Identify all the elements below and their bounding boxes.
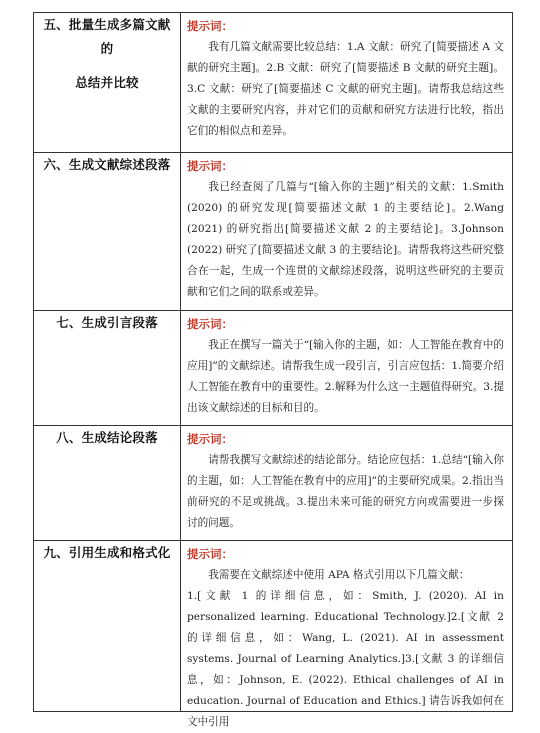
- row-content-cell: [181, 13, 513, 153]
- prompt-label: 提示词：: [187, 159, 233, 173]
- row-title-cell: [34, 541, 181, 712]
- row-title: 六、生成文献综述段落: [43, 157, 171, 172]
- prompt-text: 我已经查阅了几篇与“[输入你的主题]”相关的文献：1.Smith (2020) 的研究发现[简要描述文献 1 的主要结论]。2.Wang (2021) 的研究指出[简要描述文献 2 的主要结论]。3.Johnson (2022) 研究了[简要描述文献 3 的主要结论]。请帮我将这些研究整合在一起，生成一个连贯的文献综述段落，说明这些研究的主要贡献和它们之间的联系或差异。: [187, 181, 504, 298]
- row-title: 八、生成结论段落: [56, 430, 158, 445]
- prompt-text: 我需要在文献综述中使用 APA 格式引用以下几篇文献：: [208, 569, 470, 581]
- prompt-table: [33, 12, 513, 728]
- row-title-cell: [34, 311, 181, 426]
- prompt-text: 我正在撰写一篇关于“[输入你的主题，如：人工智能在教育中的应用]”的文献综述。请帮我生成一段引言，引言应包括：1.简要介绍人工智能在教育中的重要性。2.解释为什么这一主题值得研究。3.提出该文献综述的目标和目的。: [187, 339, 504, 414]
- row-title: 七、生成引言段落: [56, 315, 158, 330]
- prompt-text: 我有几篇文献需要比较总结：1.A 文献：研究了[简要描述 A 文献的研究主题]。2.B 文献：研究了[简要描述 B 文献的研究主题]。3.C 文献：研究了[简要描述 C 文献的研究主题]。请帮我总结这些文献的主要研究内容，并对它们的贡献和研究方法进行比较，指出它们的相似点和差异。: [187, 41, 504, 137]
- reference-list-text: 1.[文献 1 的详细信息，如：Smith, J. (2020). AI in personalized learning. Educational Technology.]2.[文献 2 的详细信息，如：Wang, L. (2021). AI in assessment systems. Journal of Learning Analytics.]3.[文献 3 的详细信息，如：Johnson, E. (2022). Ethical challenges of AI in education. Journal of Education and Ethics.] 请告诉我如何在文中引用: [187, 590, 504, 728]
- row-title: [34, 13, 180, 95]
- row-title-cell: [34, 153, 181, 311]
- prompt-label: 提示词：: [187, 432, 233, 446]
- row-content-cell: [181, 541, 513, 728]
- row-title-line: 五、批量生成多篇文献的: [43, 17, 171, 56]
- row-title: 九、引用生成和格式化: [43, 545, 171, 560]
- row-title-cell: [34, 13, 181, 153]
- row-title-line: 总结并比较: [75, 75, 139, 90]
- table-row: [34, 541, 513, 712]
- prompt-text: 请帮我撰写文献综述的结论部分。结论应包括：1.总结“[输入你的主题，如：人工智能在教育中的应用]”的主要研究成果。2.指出当前研究的不足或挑战。3.提出未来可能的研究方向或需要进一步探讨的问题。: [187, 454, 504, 529]
- table-row: [34, 426, 513, 541]
- prompt-label: 提示词：: [187, 547, 233, 561]
- row-content-cell: [181, 426, 513, 541]
- row-title-cell: [34, 426, 181, 541]
- table-row: [34, 311, 513, 426]
- table-row: [34, 153, 513, 311]
- prompt-label: 提示词：: [187, 317, 233, 331]
- row-content-cell: [181, 311, 513, 426]
- prompt-label: 提示词：: [187, 19, 233, 33]
- row-content-cell: [181, 153, 513, 311]
- table-row: [34, 13, 513, 153]
